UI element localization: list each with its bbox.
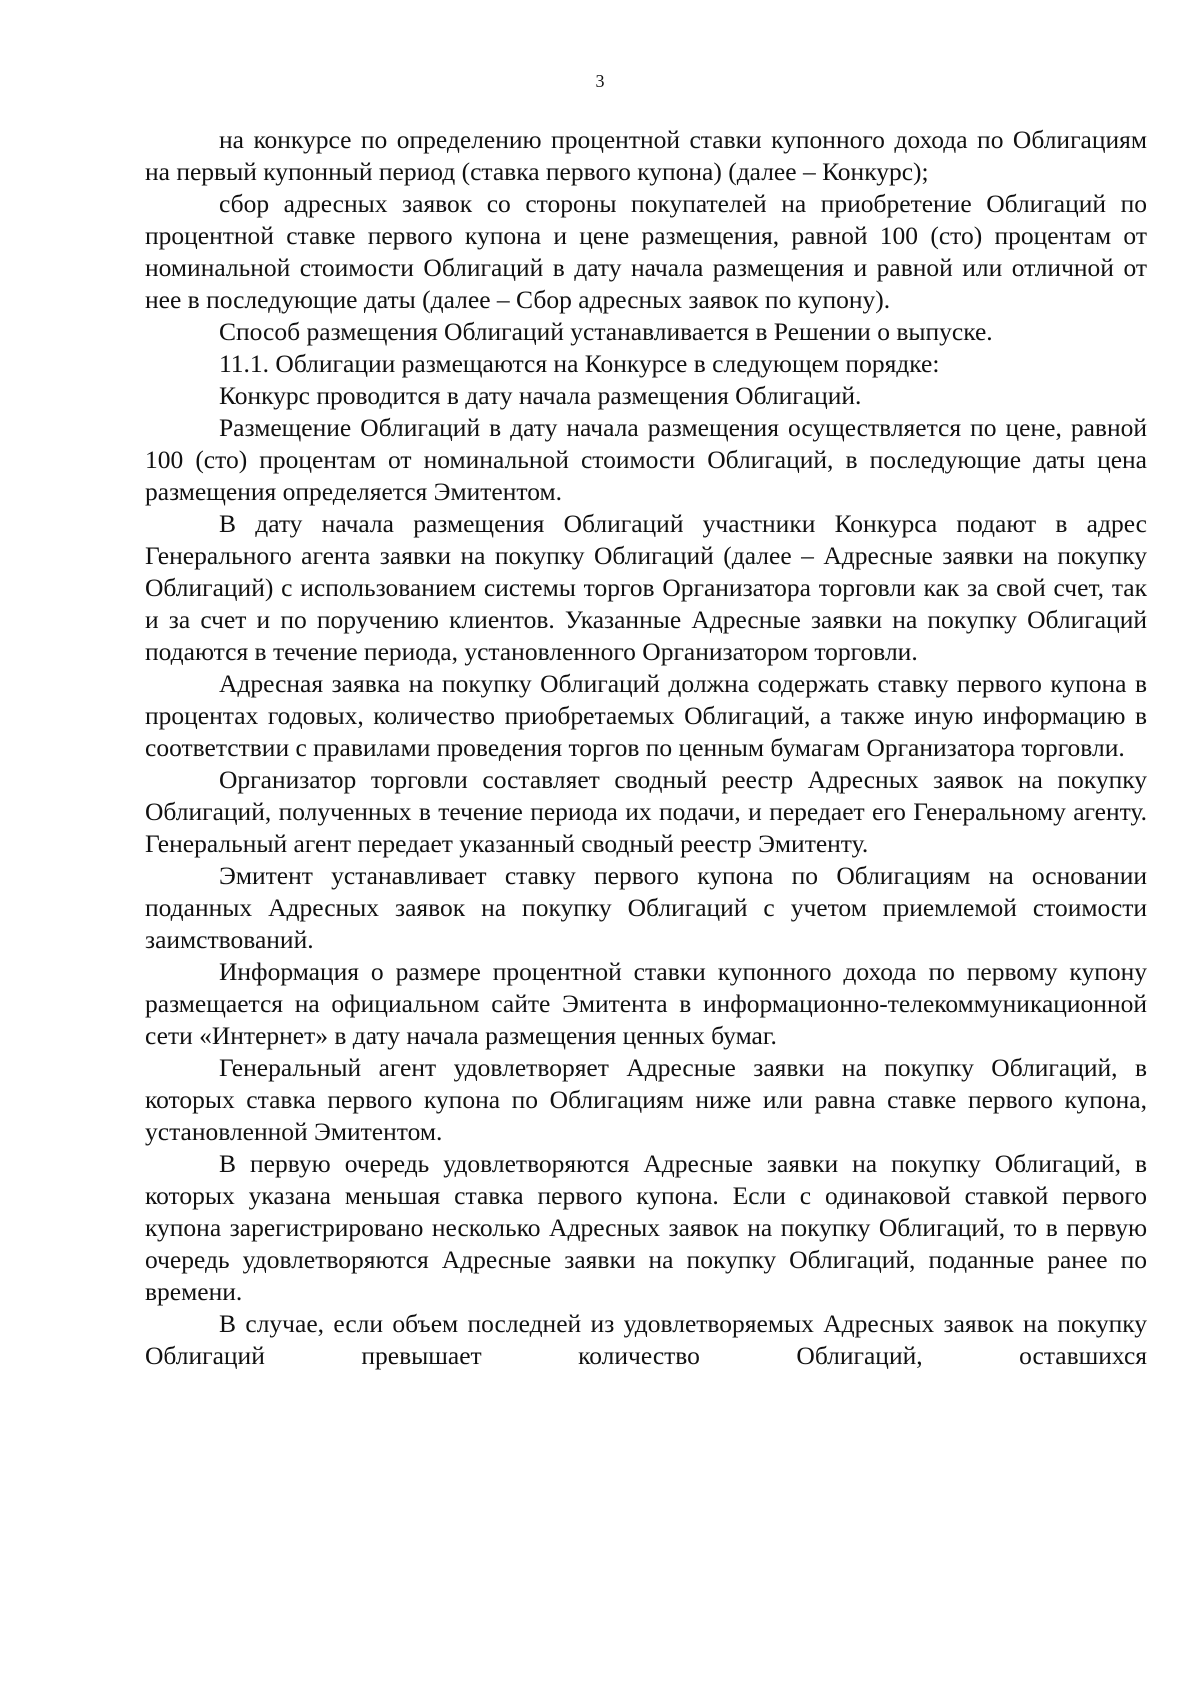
- document-body: [145, 124, 1147, 1372]
- paragraph: Конкурс проводится в дату начала размещения Облигаций.: [219, 381, 862, 410]
- paragraph: Способ размещения Облигаций устанавливается в Решении о выпуске.: [219, 317, 993, 346]
- paragraph: Информация о размере процентной ставки купонного дохода по первому купону размещается на официальном сайте Эмитента в информационно-телекоммуникационной сети «Интернет» в дату начала размещения ценных бумаг.: [145, 957, 1147, 1050]
- paragraph: Адресная заявка на покупку Облигаций должна содержать ставку первого купона в процентах годовых, количество приобретаемых Облигаций, а также иную информацию в соответствии с правилами проведения торгов по ценным бумагам Организатора торговли.: [145, 669, 1147, 762]
- paragraph: В дату начала размещения Облигаций участники Конкурса подают в адрес Генерального агента заявки на покупку Облигаций (далее – Адресные заявки на покупку Облигаций) с использованием системы торгов Организатора торговли как за свой счет, так и за счет и по поручению клиентов. Указанные Адресные заявки на покупку Облигаций подаются в течение периода, установленного Организатором торговли.: [145, 509, 1147, 666]
- paragraph: Размещение Облигаций в дату начала размещения осуществляется по цене, равной 100 (сто) процентам от номинальной стоимости Облигаций, в последующие даты цена размещения определяется Эмитентом.: [145, 413, 1147, 506]
- paragraph: Генеральный агент удовлетворяет Адресные заявки на покупку Облигаций, в которых ставка первого купона по Облигациям ниже или равна ставке первого купона, установленной Эмитентом.: [145, 1053, 1147, 1146]
- paragraph: на конкурсе по определению процентной ставки купонного дохода по Облигациям на первый купонный период (ставка первого купона) (далее – Конкурс);: [145, 125, 1147, 186]
- paragraph: Организатор торговли составляет сводный реестр Адресных заявок на покупку Облигаций, полученных в течение периода их подачи, и передает его Генеральному агенту. Генеральный агент передает указанный сводный реестр Эмитенту.: [145, 765, 1147, 858]
- paragraph: В случае, если объем последней из удовлетворяемых Адресных заявок на покупку Облигаций превышает количество Облигаций, оставшихся: [145, 1309, 1147, 1370]
- paragraph: Эмитент устанавливает ставку первого купона по Облигациям на основании поданных Адресных заявок на покупку Облигаций с учетом приемлемой стоимости заимствований.: [145, 861, 1147, 954]
- paragraph: В первую очередь удовлетворяются Адресные заявки на покупку Облигаций, в которых указана меньшая ставка первого купона. Если с одинаковой ставкой первого купона зарегистрировано несколько Адресных заявок на покупку Облигаций, то в первую очередь удовлетворяются Адресные заявки на покупку Облигаций, поданные ранее по времени.: [145, 1149, 1147, 1306]
- page-number: 3: [595, 71, 605, 91]
- paragraph: сбор адресных заявок со стороны покупателей на приобретение Облигаций по процентной ставке первого купона и цене размещения, равной 100 (сто) процентам от номинальной стоимости Облигаций в дату начала размещения и равной или отличной от нее в последующие даты (далее – Сбор адресных заявок по купону).: [145, 189, 1147, 314]
- paragraph: 11.1. Облигации размещаются на Конкурсе в следующем порядке:: [219, 349, 940, 378]
